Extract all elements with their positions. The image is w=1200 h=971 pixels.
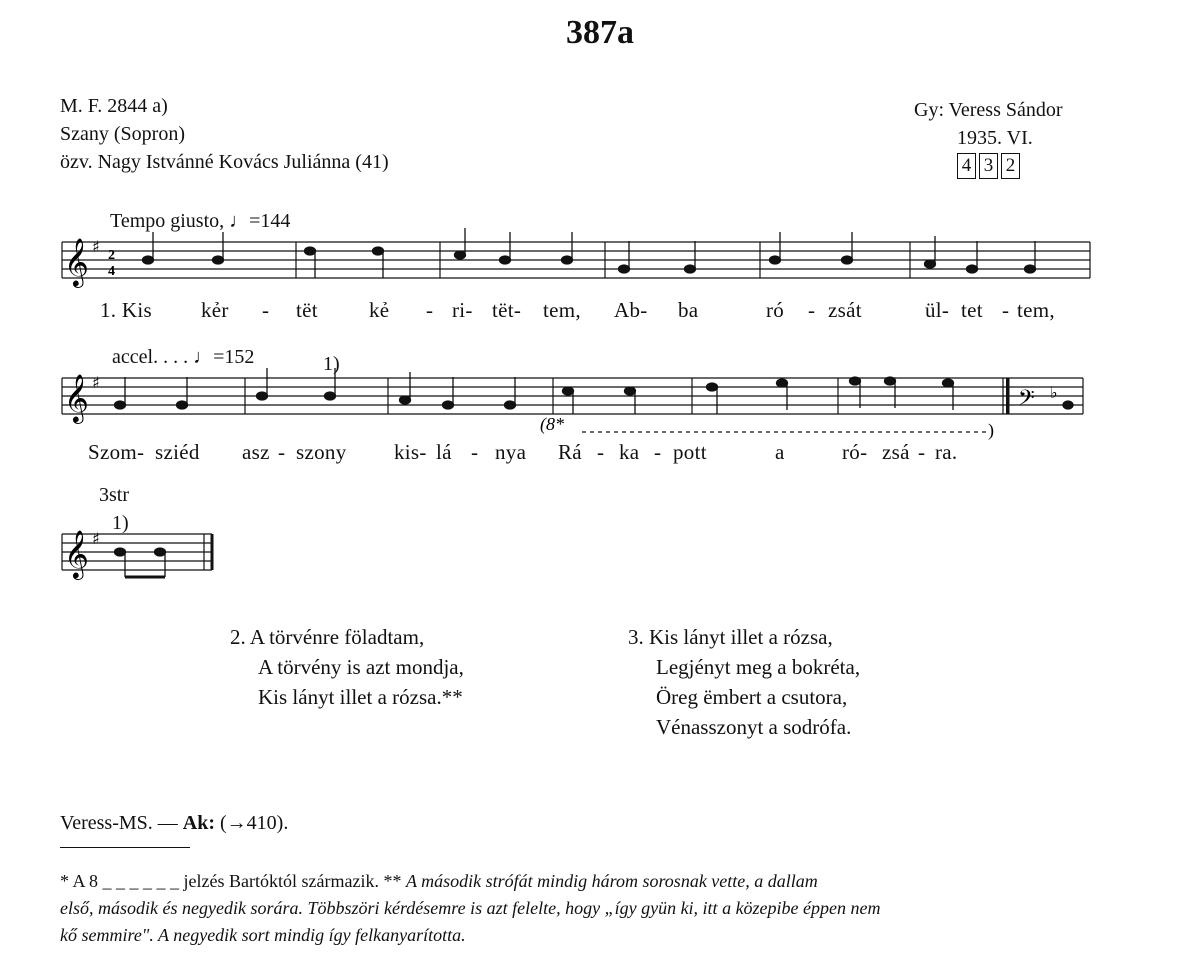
lyric-syllable: szony	[296, 440, 347, 464]
source-singer: özv. Nagy Istvánné Kovács Juliánna (41)	[60, 151, 389, 173]
double-barline	[1006, 378, 1010, 414]
tempo-text: Tempo giusto,	[110, 210, 225, 232]
verse-line: 3. Kis lányt illet a rózsa,	[628, 625, 833, 649]
verse-3	[628, 622, 860, 742]
footnote-star-text: jelzés Bartóktól származik.	[183, 871, 379, 891]
reference-bold: Ak:	[182, 812, 216, 834]
treble-clef-icon: 𝄞	[64, 529, 89, 578]
lyric-syllable: -	[262, 298, 270, 322]
class-box: 4	[957, 153, 976, 179]
quarter-note-icon: ♩	[193, 346, 214, 368]
class-box: 3	[979, 153, 998, 179]
lyric-syllable: -	[597, 440, 605, 464]
lyric-syllable: nya	[495, 440, 527, 464]
lyric-syllable: kis-	[394, 440, 427, 464]
lyric-syllable: pott	[673, 440, 707, 464]
lyric-syllable: -	[808, 298, 816, 322]
staff-1-notes	[143, 228, 1036, 278]
third-footnote-marker: 1)	[112, 512, 129, 534]
reference-line	[60, 809, 288, 837]
lyric-syllable: asz	[242, 440, 270, 464]
source-catalog: M. F. 2844 a)	[60, 95, 168, 117]
third-strophe-label: 3str	[99, 484, 129, 506]
metronome-value: =144	[249, 210, 291, 232]
verse-line: 2. A törvénre föladtam,	[230, 625, 425, 649]
lyric-syllable: -	[918, 440, 926, 464]
verse-line: Öreg ëmbert a csutora,	[656, 685, 848, 709]
lyric-syllable: kẻ	[369, 298, 390, 322]
collector-name: Gy: Veress Sándor	[914, 99, 1063, 121]
verse-2	[230, 622, 464, 712]
lyric-syllable: sziéd	[155, 440, 200, 464]
footnote-line-3: kő semmire". A negyedik sort mindig így felkanyarította.	[60, 925, 466, 945]
lyric-syllable: kẻr	[201, 298, 229, 322]
footnote-dashes: _ _ _ _ _ _	[102, 871, 180, 891]
metronome-value-2: =152	[213, 346, 255, 368]
lyric-syllable: ba	[678, 298, 699, 322]
verse-line: Legjényt meg a bokréta,	[656, 655, 861, 679]
key-sharp-icon: ♯	[92, 529, 100, 548]
accel-text: accel. . . .	[112, 346, 189, 368]
lyric-syllable: tët-	[492, 298, 522, 322]
lyric-syllable: -	[1002, 298, 1010, 322]
class-box: 2	[1001, 153, 1020, 179]
lyric-syllable: Rá	[558, 440, 582, 464]
verse-line: Kis lányt illet a rózsa.**	[258, 685, 463, 709]
lyric-syllable: -	[471, 440, 479, 464]
ottava-mark: (8*	[540, 414, 564, 434]
verse-line: Vénasszonyt a sodrófa.	[656, 715, 852, 739]
lyric-syllable: tet	[961, 298, 983, 322]
quarter-note-icon: ♩	[229, 210, 250, 232]
lyric-syllable: -	[654, 440, 662, 464]
footnote-italic-1: A második strófát mindig három sorosnak vette, a dallam	[405, 871, 818, 891]
footnote-line-1	[60, 868, 818, 894]
lyric-syllable: Szom-	[88, 440, 145, 464]
time-sig-bottom: 4	[108, 264, 115, 279]
key-flat-icon: ♭	[1050, 383, 1058, 402]
footnote-double-star: **	[383, 871, 402, 891]
footnote-marker: 1)	[323, 353, 340, 375]
page-title: 387a	[566, 14, 634, 51]
lyric-syllable: ül-	[925, 298, 950, 322]
reference-rest: (→410).	[220, 812, 289, 834]
lyric-syllable: ra.	[935, 440, 958, 464]
footnote-line-2: első, második és negyedik sorára. Többszöri kérdésemre is azt felelte, hogy „így gyün ki, itt a közepibe éppen nem	[60, 898, 881, 918]
footnote-divider	[60, 847, 190, 848]
treble-clef-icon: 𝄞	[64, 373, 89, 422]
lyric-syllable: tët	[296, 298, 318, 322]
verse-line: A törvény is azt mondja,	[258, 655, 464, 679]
lyric-syllable: ró-	[842, 440, 868, 464]
lyric-syllable: zsát	[828, 298, 862, 322]
lyric-syllable: tem,	[543, 298, 581, 322]
lyric-syllable: lá	[436, 440, 452, 464]
lyric-syllable: 1. Kis	[100, 298, 152, 322]
treble-clef-icon: 𝄞	[64, 237, 89, 286]
collector-date: 1935. VI.	[957, 127, 1033, 149]
key-sharp-icon: ♯	[92, 237, 100, 256]
lyric-syllable: ró	[766, 298, 785, 322]
lyric-syllable: zsá	[882, 440, 910, 464]
key-sharp-icon: ♯	[92, 373, 100, 392]
lyric-syllable: ka	[619, 440, 640, 464]
lyric-syllable: ri-	[452, 298, 473, 322]
lyric-syllable: a	[775, 440, 785, 464]
source-place: Szany (Sopron)	[60, 123, 185, 145]
lyric-syllable: -	[426, 298, 434, 322]
time-sig-top: 2	[108, 248, 115, 263]
lyric-syllable: -	[278, 440, 286, 464]
bass-clef-icon: 𝄢	[1018, 386, 1035, 416]
staff-2-notes	[115, 368, 1074, 414]
lyric-syllable: Ab-	[614, 298, 648, 322]
reference-text: Veress-MS. —	[60, 812, 178, 834]
ottava-end: )	[988, 420, 994, 440]
lyric-syllable: tem,	[1017, 298, 1055, 322]
footnote-star: * A 8	[60, 871, 99, 891]
